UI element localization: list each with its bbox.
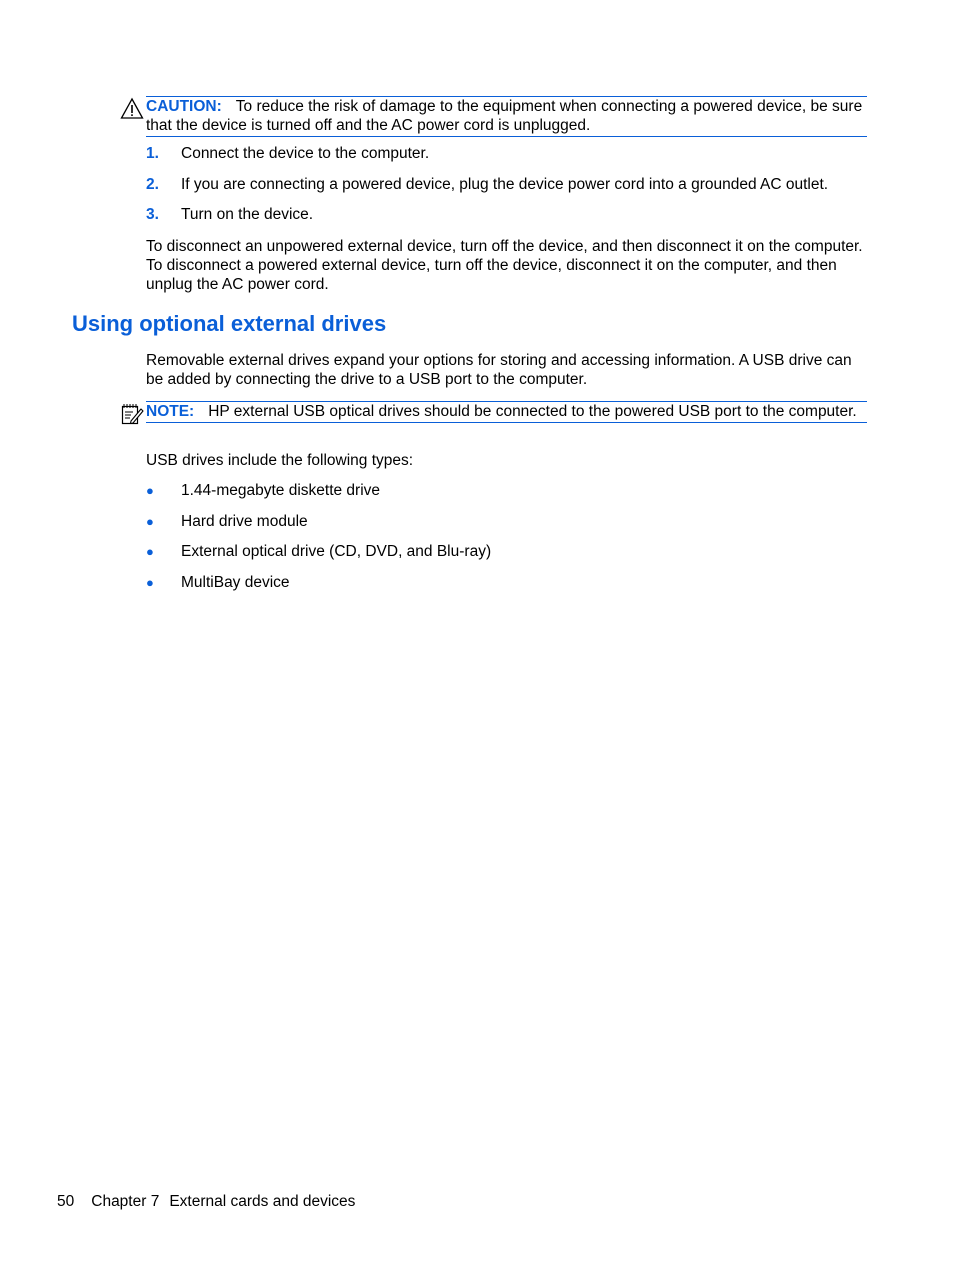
note-text: HP external USB optical drives should be connected to the powered USB port to the computer. [208,403,857,420]
bullet: ● [146,513,154,529]
note-label: NOTE: [146,403,195,420]
note-pad-icon [120,402,144,426]
bullet: ● [146,544,154,559]
caution-label: CAUTION: [146,98,222,115]
step-text: Connect the device to the computer. [181,145,430,162]
caution-text: To reduce the risk of damage to the equipment when connecting a powered device, be sure that the device is turned off and the AC power cord is unplugged. [146,98,863,134]
list-item-text: External optical drive (CD, DVD, and Blu-ray) [181,543,492,560]
step-number: 2. [146,175,159,193]
chapter-title: External cards and devices [169,1193,356,1210]
list-item-text: Hard drive module [181,512,308,530]
section-intro: Removable external drives expand your options for storing and accessing information. A USB drive can be added by connecting the drive to a USB port to the computer. [146,352,852,388]
step-number: 3. [146,206,159,223]
caution-notice [146,96,867,137]
list-item [146,175,866,206]
list-item [146,144,866,175]
chapter-label: Chapter 7 [91,1193,160,1210]
list-item [146,205,866,236]
bullet: ● [146,574,154,590]
section-heading: Using optional external drives [72,311,387,336]
disconnect-paragraph: To disconnect an unpowered external device, turn off the device, and then disconnect it on the computer. To disconnect a powered external device, turn off the device, disconnect it on the computer, and then unplug the AC power cord. [146,238,863,293]
bullet: ● [146,483,154,498]
list-item-text: 1.44-megabyte diskette drive [181,482,381,499]
types-intro: USB drives include the following types: [146,452,414,469]
step-text: If you are connecting a powered device, plug the device power cord into a grounded AC outlet. [181,175,829,193]
note-notice [146,401,867,423]
page-footer [57,1192,372,1211]
drive-types-list [146,481,866,603]
page-number: 50 [57,1193,75,1210]
list-item [146,512,866,543]
list-item-text: MultiBay device [181,573,290,591]
list-item [146,542,866,573]
step-number: 1. [146,145,159,162]
connect-steps-list [146,144,866,236]
step-text: Turn on the device. [181,206,314,223]
list-item [146,573,866,604]
warning-triangle-icon [120,97,144,121]
list-item [146,481,866,512]
